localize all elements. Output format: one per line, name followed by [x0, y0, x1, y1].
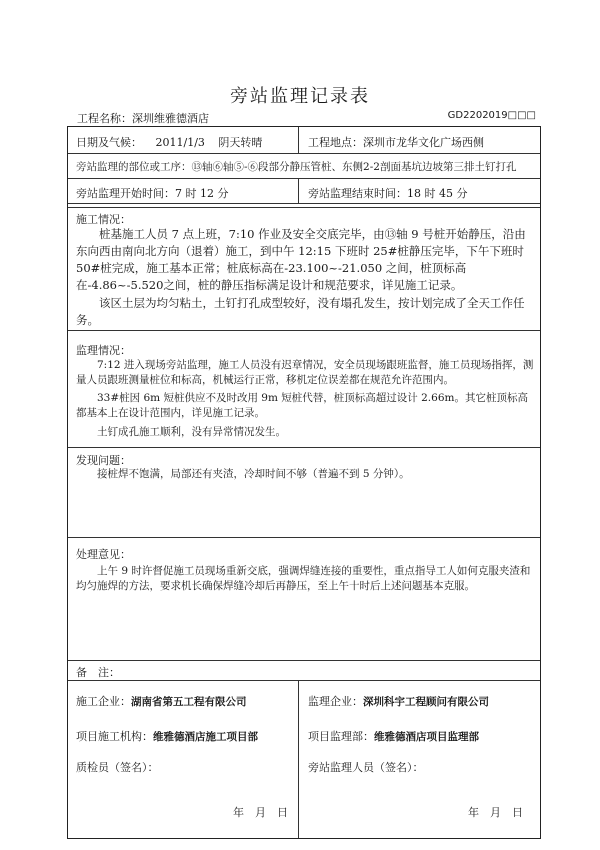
supervision-label: 监理情况：: [76, 344, 131, 357]
start-time-value: 7 时 12 分: [175, 187, 229, 200]
part-label: 旁站监理的部位或工序：: [76, 161, 192, 173]
project-name: [77, 110, 209, 126]
date-value: 2011/1/3: [155, 136, 205, 149]
supervisor-label: 监理企业：: [308, 695, 363, 708]
part-value: ⑬轴⑥轴⑤-⑥段部分静压管桩、东侧2-2剖面基坑边坡第三排土钉打孔: [191, 161, 517, 173]
construction-label: 施工情况：: [76, 213, 131, 226]
supervisor-value: 深圳科宇工程顾问有限公司: [363, 696, 489, 708]
construction-org-label: 项目施工机构：: [76, 730, 153, 743]
contractor-value: 湖南省第五工程有限公司: [131, 696, 247, 708]
supervision-org-value: 维雅德酒店项目监理部: [374, 731, 479, 743]
project-label: 工程名称：: [77, 112, 132, 125]
construction-org-value: 维雅德酒店施工项目部: [153, 731, 258, 743]
location: [308, 134, 484, 150]
supervision-paragraph-3: 土钉成孔施工顺利，没有异常情况发生。: [97, 426, 286, 438]
date-left: 年 月 日: [233, 806, 288, 819]
site-supervisor-signature: 旁站监理人员（签名）：: [308, 761, 424, 774]
supervision-part: [76, 159, 516, 174]
contractor: [76, 693, 247, 709]
weather-value: 阴天转晴: [218, 136, 263, 149]
page-title: 旁站监理记录表: [230, 86, 370, 107]
construction-org: [76, 728, 258, 744]
date-weather: [76, 134, 262, 150]
end-time-label: 旁站监理结束时间：: [308, 187, 407, 200]
record-table: [67, 126, 541, 839]
location-value: 深圳市龙华文化广场西侧: [363, 136, 484, 149]
supervision-paragraph-1: 7:12 进入现场旁站监理，施工人员没有迟章情况，安全员现场跟班监督，施工员现场指挥，测量人员跟班测量桩位和标高，机械运行正常，移机定位误差都在规范允许范围内。: [76, 359, 534, 386]
remarks-label: 备 注：: [76, 666, 120, 679]
document-number: GD2202019□□□: [447, 110, 536, 121]
date-label: 日期及气候：: [76, 136, 142, 149]
start-time-label: 旁站监理开始时间：: [76, 187, 175, 200]
issues-paragraph: 接桩焊不饱满，局部还有夹渣，冷却时间不够（普遍不到 5 分钟）。: [97, 468, 410, 480]
start-time: [76, 185, 229, 201]
contractor-label: 施工企业：: [76, 695, 131, 708]
issues-label: 发现问题：: [76, 454, 131, 467]
supervision-org-label: 项目监理部：: [308, 730, 374, 743]
project-value: 深圳维雅德酒店: [132, 112, 209, 125]
supervision-paragraph-2: 33#桩因 6m 短桩供应不及时改用 9m 短桩代替，桩顶标高超过设计 2.66m。其它桩顶标高都基本上在设计范围内，详见施工记录。: [76, 392, 528, 419]
date-right: 年 月 日: [468, 806, 523, 819]
location-label: 工程地点：: [308, 136, 363, 149]
handling-paragraph: 上午 9 时许督促施工员现场重新交底，强调焊缝连接的重要性，重点指导工人如何克服夹渣和均匀施焊的方法，要求机长确保焊缝冷却后再静压，至上午十时后上述问题基本克服。: [76, 565, 531, 592]
end-time-value: 18 时 45 分: [407, 187, 468, 200]
handling-label: 处理意见：: [76, 548, 131, 561]
supervisor-company: [308, 693, 489, 709]
construction-paragraph-1: 桩基施工人员 7 点上班，7:10 作业及安全交底完毕，由⑬轴 9 号桩开始静压，沿由东向西由南向北方向（退着）施工，到中午 12:15 下班时 25#桩静压完毕，下午下班时 50#桩完成，施工基本正常；桩底标高在-23.100~-21.050 之间，桩顶标高在-4.86~-5.520之间，桩的静压指标满足设计和规范要求，详见施工记录。: [76, 227, 526, 292]
inspector-signature: 质检员（签名）：: [76, 761, 159, 774]
supervision-org: [308, 728, 479, 744]
end-time: [308, 185, 467, 201]
construction-paragraph-2: 该区土层为均匀粘土，土钉打孔成型较好，没有塌孔发生，按计划完成了全天工作任务。: [76, 296, 525, 327]
